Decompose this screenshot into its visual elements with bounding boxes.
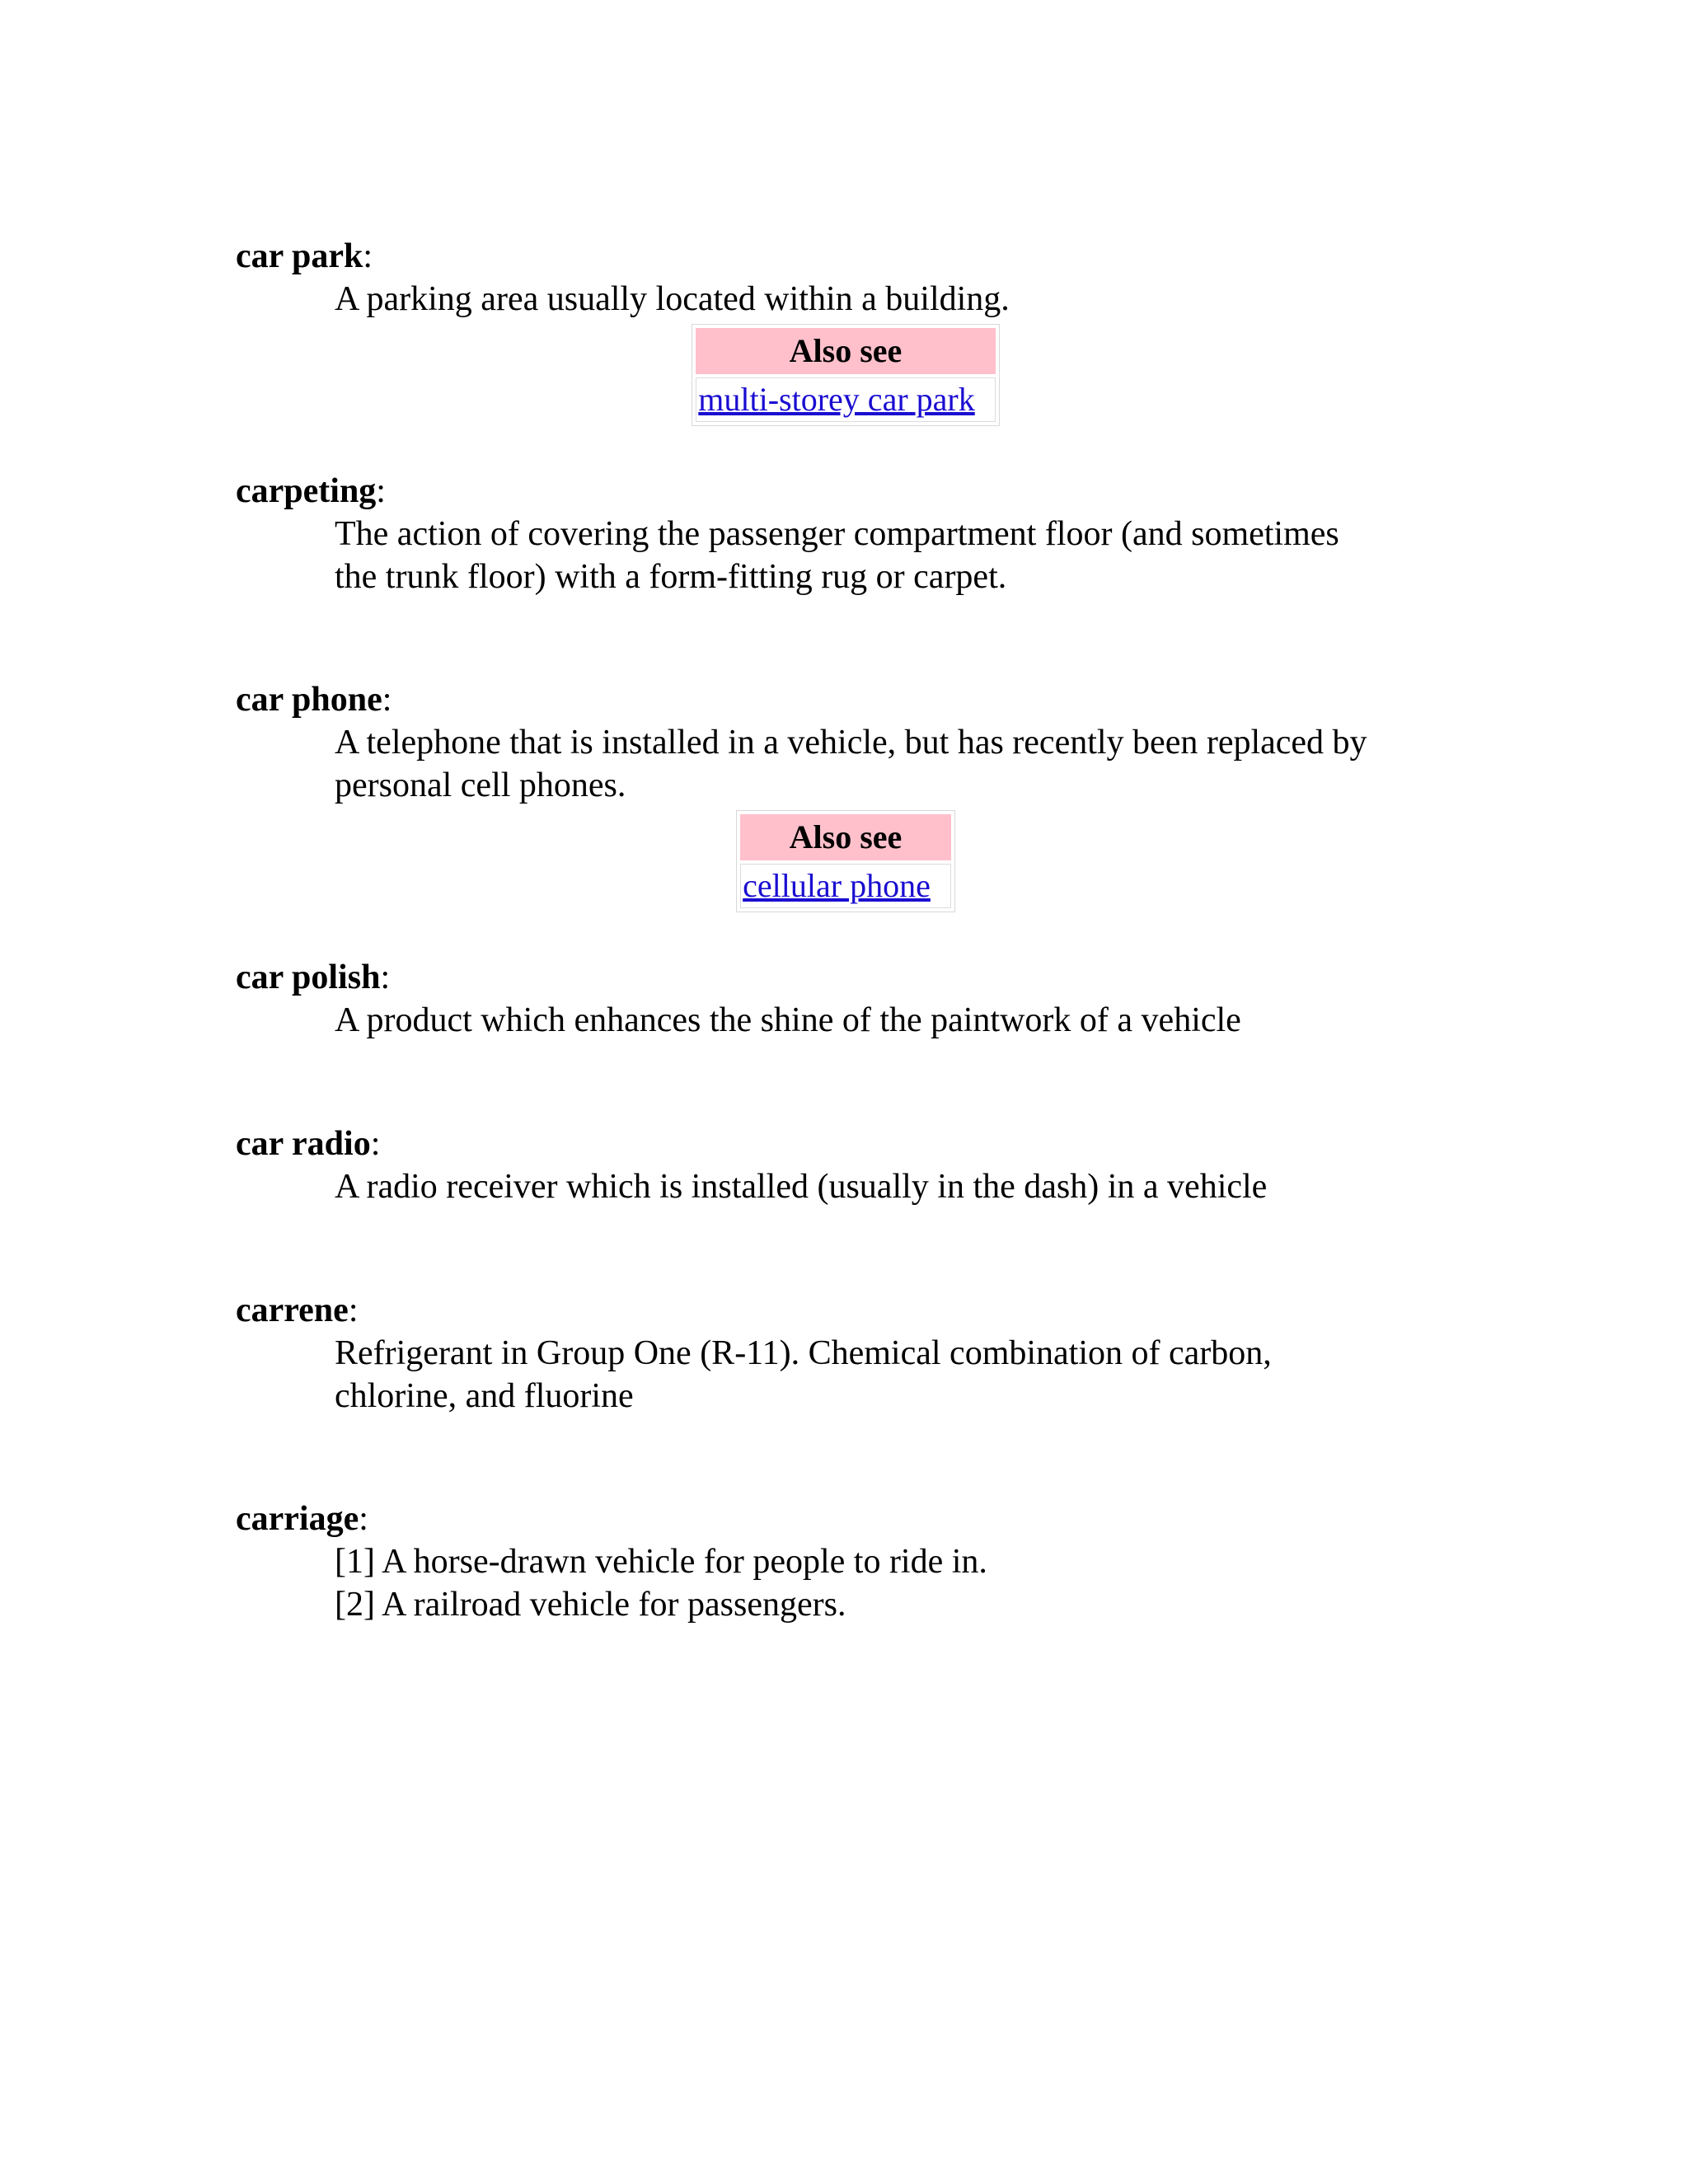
- term-line: [236, 678, 1489, 721]
- glossary-entry-carrene: [236, 1289, 1489, 1497]
- glossary-entry-car-radio: [236, 1122, 1489, 1289]
- term-colon: :: [359, 1500, 368, 1538]
- term-colon: :: [382, 681, 392, 719]
- glossary-entry-carpeting: [236, 470, 1489, 678]
- term-line: [236, 235, 1489, 278]
- also-see-cell: [740, 864, 951, 908]
- term-colon: :: [380, 958, 391, 996]
- definition: [335, 1540, 1489, 1626]
- definition-line: [1] A horse-drawn vehicle for people to ride in.: [335, 1543, 987, 1581]
- term-line: [236, 956, 1489, 999]
- also-see-link[interactable]: multi-storey car park: [698, 381, 975, 418]
- term: car polish: [236, 958, 381, 996]
- definition-line: A parking area usually located within a building.: [335, 280, 1010, 318]
- term-colon: :: [348, 1291, 359, 1329]
- also-see-table: [692, 324, 999, 426]
- definition: [335, 999, 1489, 1042]
- definition: [335, 513, 1489, 598]
- term: car park: [236, 237, 363, 275]
- glossary-list: [236, 235, 1489, 1629]
- also-see-cell: [696, 377, 995, 422]
- term-line: [236, 1289, 1489, 1332]
- term-colon: :: [370, 1125, 381, 1163]
- term: carrene: [236, 1291, 349, 1329]
- definition: [335, 1332, 1489, 1418]
- term-colon: :: [376, 472, 386, 510]
- term-colon: :: [363, 237, 373, 275]
- term: carriage: [236, 1500, 359, 1538]
- also-see-header: Also see: [696, 328, 995, 374]
- definition: [335, 721, 1489, 807]
- also-see-box: [236, 807, 1456, 912]
- term: car radio: [236, 1125, 371, 1163]
- also-see-header: Also see: [740, 814, 951, 860]
- definition-line: The action of covering the passenger compartment floor (and sometimes: [335, 515, 1339, 553]
- definition-line: Refrigerant in Group One (R-11). Chemical combination of carbon,: [335, 1334, 1272, 1372]
- definition-line: personal cell phones.: [335, 766, 626, 804]
- definition-line: A radio receiver which is installed (usually in the dash) in a vehicle: [335, 1168, 1268, 1206]
- term-line: [236, 470, 1489, 513]
- also-see-link[interactable]: cellular phone: [743, 867, 931, 904]
- definition-line: the trunk floor) with a form-fitting rug or carpet.: [335, 558, 1007, 596]
- term: car phone: [236, 681, 382, 719]
- glossary-entry-carriage: [236, 1497, 1489, 1629]
- glossary-entry-car-park: [236, 235, 1489, 470]
- also-see-box: [236, 321, 1456, 426]
- term-line: [236, 1497, 1489, 1540]
- definition-line: chlorine, and fluorine: [335, 1377, 634, 1415]
- also-see-table: [736, 810, 955, 912]
- definition-line: A product which enhances the shine of the paintwork of a vehicle: [335, 1001, 1241, 1039]
- definition-line: [2] A railroad vehicle for passengers.: [335, 1586, 846, 1624]
- glossary-entry-car-phone: [236, 678, 1489, 956]
- glossary-entry-car-polish: [236, 956, 1489, 1122]
- term: carpeting: [236, 472, 377, 510]
- term-line: [236, 1122, 1489, 1165]
- definition: [335, 278, 1489, 321]
- definition-line: A telephone that is installed in a vehicle, but has recently been replaced by: [335, 724, 1367, 762]
- definition: [335, 1165, 1489, 1208]
